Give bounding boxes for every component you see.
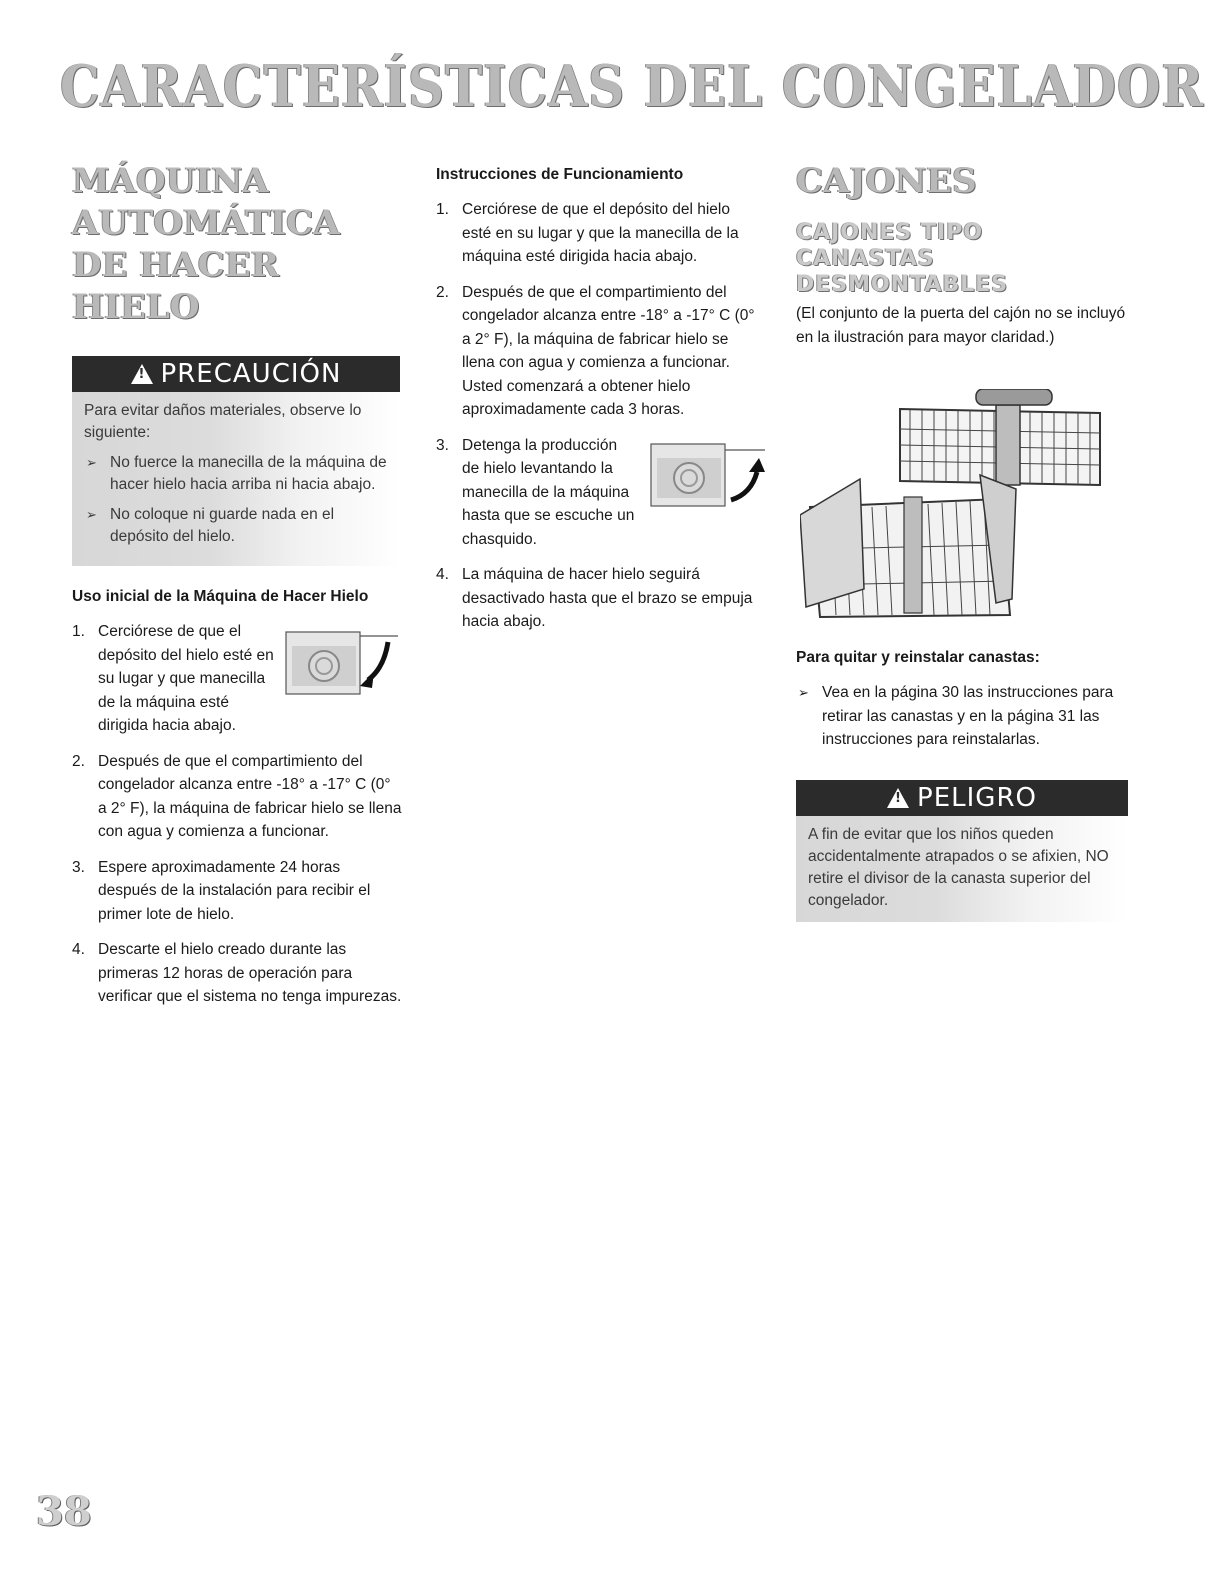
ice-maker-column bbox=[72, 160, 402, 1021]
ice-maker-arm-up-illustration bbox=[642, 438, 770, 510]
list-item: 2. Después de que el compartimiento del congelador alcanza entre -18° a -17° C (0° a 2° F), la máquina de fabricar hielo se llena con agua y comienza a funcionar. bbox=[72, 752, 402, 840]
ice-maker-arm-down-illustration bbox=[280, 624, 402, 696]
operation-column bbox=[436, 166, 762, 646]
list-item: 4. Descarte el hielo creado durante las primeras 12 horas de operación para verificar que el sistema no tenga impurezas. bbox=[72, 941, 402, 1005]
caution-header bbox=[72, 356, 400, 392]
danger-header bbox=[796, 780, 1128, 816]
danger-text: A fin de evitar que los niños queden accidentalmente atrapados o se afixien, NO retire el divisor de la canasta superior del congelador. bbox=[808, 825, 1109, 909]
caution-intro: Para evitar daños materiales, observe lo siguiente: bbox=[84, 402, 362, 441]
warning-icon bbox=[131, 364, 153, 384]
initial-use-subhead: Uso inicial de la Máquina de Hacer Hielo bbox=[72, 588, 369, 605]
operation-steps bbox=[436, 198, 762, 634]
ice-maker-heading: MÁQUINA AUTOMÁTICA DE HACER HIELO bbox=[72, 161, 340, 327]
danger-body bbox=[796, 816, 1128, 922]
caution-body bbox=[72, 392, 400, 566]
operation-subhead: Instrucciones de Funcionamiento bbox=[436, 166, 684, 183]
initial-use-steps bbox=[72, 620, 402, 1009]
warning-icon bbox=[887, 788, 909, 808]
drawers-column bbox=[796, 160, 1128, 944]
page-number: 38 bbox=[36, 1488, 92, 1535]
list-item: 3. Detenga la producción de hielo levantando la manecilla de la máquina hasta que se escuche un chasquido. bbox=[436, 434, 762, 552]
list-item: 4. La máquina de hacer hielo seguirá desactivado hasta que el brazo se empuja hacia abajo. bbox=[436, 566, 753, 630]
remove-reinstall-subhead: Para quitar y reinstalar canastas: bbox=[796, 649, 1040, 666]
danger-label: PELIGRO bbox=[917, 782, 1037, 813]
danger-box bbox=[796, 780, 1128, 922]
caution-bullet: ➢ No coloque ni guarde nada en el depósito del hielo. bbox=[84, 504, 390, 548]
drawers-subheading: CAJONES TIPO CANASTAS DESMONTABLES bbox=[796, 220, 1009, 297]
list-item: 1. Cerciórese de que el depósito del hielo esté en su lugar y que la manecilla de la máquina esté dirigida hacia abajo. bbox=[436, 201, 739, 265]
list-item: 1. Cerciórese de que el depósito del hielo esté en su lugar y que manecilla de la máquina esté dirigida hacia abajo. bbox=[72, 620, 402, 738]
list-item: 3. Espere aproximadamente 24 horas después de la instalación para recibir el primer lote de hielo. bbox=[72, 858, 371, 923]
drawers-heading: CAJONES bbox=[796, 161, 977, 201]
wire-baskets-illustration bbox=[800, 389, 1122, 619]
remove-reinstall-bullet: ➢ Vea en la página 30 las instrucciones para retirar las canastas y en la página 31 las instrucciones para reinstalarlas. bbox=[796, 681, 1128, 752]
drawers-note: (El conjunto de la puerta del cajón no se incluyó en la ilustración para mayor claridad.) bbox=[796, 305, 1126, 346]
page-title: CARACTERÍSTICAS DEL CONGELADOR bbox=[60, 52, 1205, 120]
caution-label: PRECAUCIÓN bbox=[160, 359, 342, 389]
caution-box bbox=[72, 356, 400, 566]
list-item: 2. Después de que el compartimiento del congelador alcanza entre -18° a -17° C (0° a 2° F), la máquina de fabricar hielo se llena con agua y comienza a funcionar. Usted comenzará a obtener hielo aproximadamente cada 3 horas. bbox=[436, 283, 755, 418]
caution-bullet: ➢ No fuerce la manecilla de la máquina de hacer hielo hacia arriba ni hacia abajo. bbox=[84, 452, 390, 496]
